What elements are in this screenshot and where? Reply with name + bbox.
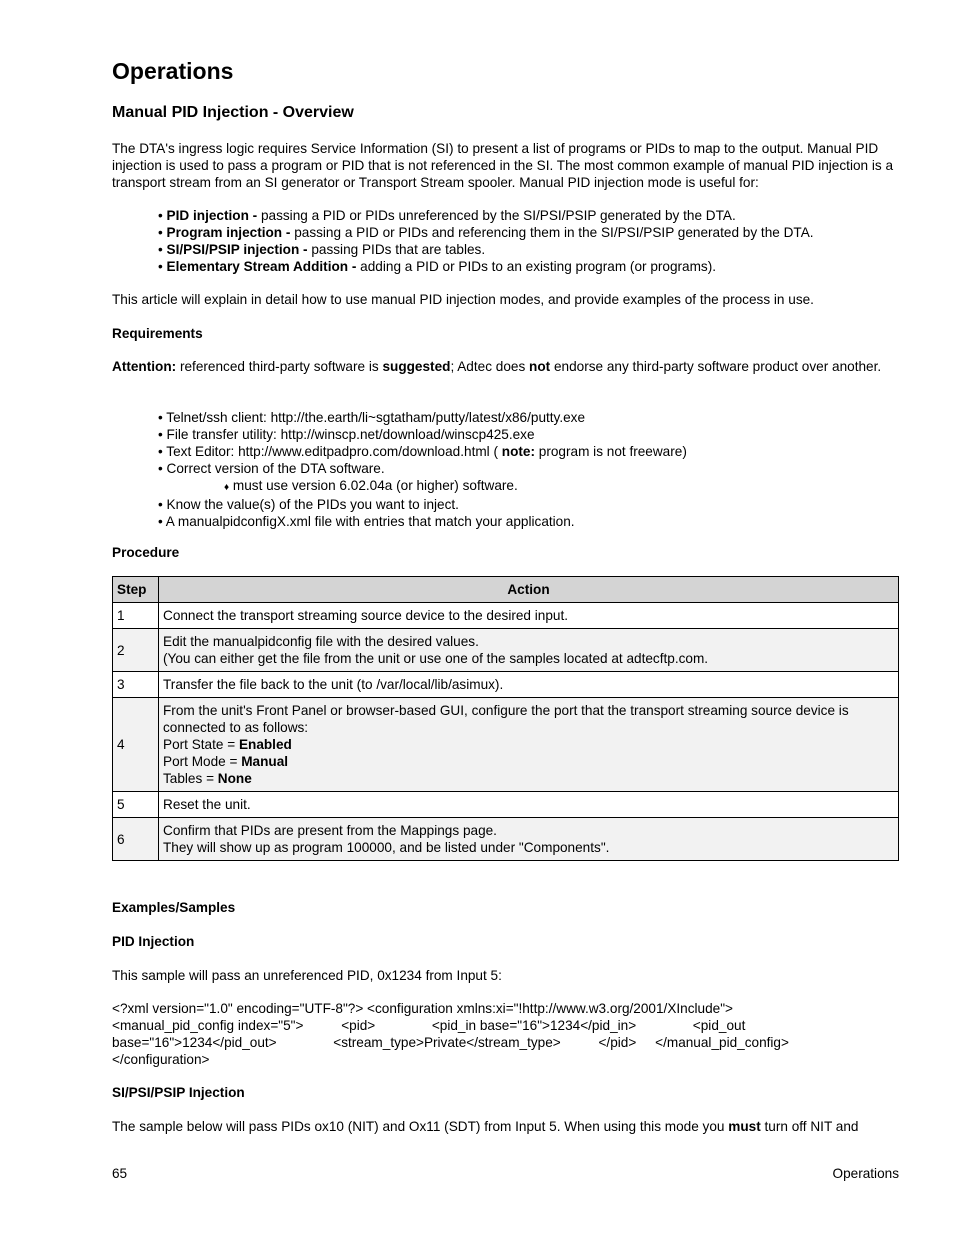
list-item: • Correct version of the DTA software. — [158, 461, 385, 476]
action-cell: Transfer the file back to the unit (to /var/local/lib/asimux). — [159, 672, 899, 698]
list-item: • Know the value(s) of the PIDs you want to inject. — [158, 497, 459, 512]
xml-line: </configuration> — [112, 1052, 210, 1067]
page-number: 65 — [112, 1166, 128, 1181]
procedure-heading: Procedure — [112, 545, 180, 560]
diamond-bullet-icon: ♦ — [224, 482, 230, 493]
step-cell: 3 — [113, 672, 159, 698]
table-row — [113, 698, 899, 792]
page-footer — [112, 1165, 899, 1182]
table-header-row — [113, 577, 899, 603]
pid-injection-heading: PID Injection — [112, 934, 195, 949]
step-cell: 2 — [113, 629, 159, 672]
list-item: • PID injection - passing a PID or PIDs unreferenced by the SI/PSI/PSIP generated by the DTA. — [158, 208, 736, 223]
list-item: • A manualpidconfigX.xml file with entries that match your application. — [158, 514, 575, 529]
list-item: • Program injection - passing a PID or PIDs and referencing them in the SI/PSI/PSIP generated by the DTA. — [158, 225, 814, 240]
section-title: Manual PID Injection - Overview — [112, 104, 354, 121]
table-row — [113, 792, 899, 818]
list-item: • Text Editor: http://www.editpadpro.com/download.html ( note: program is not freeware) — [158, 444, 687, 459]
page-title: Operations — [112, 58, 234, 84]
table-row — [113, 629, 899, 672]
xml-line: <?xml version="1.0" encoding="UTF-8"?> <configuration xmlns:xi="!http://www.w3.org/2001/XInclude"> — [112, 1001, 733, 1016]
pid-injection-text: This sample will pass an unreferenced PID, 0x1234 from Input 5: — [112, 968, 502, 983]
list-item: • File transfer utility: http://winscp.net/download/winscp425.exe — [158, 427, 535, 442]
xml-sample — [112, 1000, 899, 1068]
si-injection-text: The sample below will pass PIDs ox10 (NIT) and Ox11 (SDT) from Input 5. When using this mode you must turn off NIT and — [112, 1119, 859, 1134]
step-cell: 1 — [113, 603, 159, 629]
requirements-heading: Requirements — [112, 326, 203, 341]
article-note: This article will explain in detail how to use manual PID injection modes, and provide examples of the process in use. — [112, 292, 814, 307]
action-cell: Reset the unit. — [159, 792, 899, 818]
action-cell: Edit the manualpidconfig file with the desired values. (You can either get the file from the unit or use one of the samples located at adtecftp.com. — [159, 629, 899, 672]
examples-heading: Examples/Samples — [112, 900, 236, 915]
table-row — [113, 672, 899, 698]
intro-paragraph: The DTA's ingress logic requires Service Information (SI) to present a list of programs or PIDs to map to the output. Manual PID injection is used to pass a program or PID that is not referenced in the SI. The most common example of manual PID injection is a transport stream from an SI generator or Transport Stream spooler. Manual PID injection mode is useful for: — [112, 141, 894, 190]
si-injection-heading: SI/PSI/PSIP Injection — [112, 1085, 245, 1100]
xml-line: <manual_pid_config index="5"> <pid> <pid_in base="16">1234</pid_in> <pid_out — [112, 1018, 746, 1033]
list-item: • SI/PSI/PSIP injection - passing PIDs that are tables. — [158, 242, 486, 257]
list-item: • Telnet/ssh client: http://the.earth/li~sgtatham/putty/latest/x86/putty.exe — [158, 410, 586, 425]
action-cell: From the unit's Front Panel or browser-based GUI, configure the port that the transport streaming source device is connected to as follows: Port State = Enabled Port Mode = Manual Tables = None — [159, 698, 899, 792]
list-item: ♦ must use version 6.02.04a (or higher) software. — [224, 478, 518, 493]
column-header-action: Action — [159, 577, 899, 603]
step-cell: 4 — [113, 698, 159, 792]
attention-paragraph: Attention: referenced third-party software is suggested; Adtec does not endorse any third-party software product over another. — [112, 359, 882, 374]
column-header-step: Step — [113, 577, 159, 603]
step-cell: 6 — [113, 818, 159, 861]
procedure-table — [112, 576, 899, 861]
uses-list — [112, 207, 899, 275]
xml-line: base="16">1234</pid_out> <stream_type>Private</stream_type> </pid> </manual_pid_config> — [112, 1035, 789, 1050]
requirements-list — [112, 409, 899, 530]
table-row — [113, 818, 899, 861]
step-cell: 5 — [113, 792, 159, 818]
list-item: • Elementary Stream Addition - adding a PID or PIDs to an existing program (or programs). — [158, 259, 717, 274]
action-cell: Connect the transport streaming source device to the desired input. — [159, 603, 899, 629]
table-row — [113, 603, 899, 629]
footer-section: Operations — [832, 1166, 899, 1181]
action-cell: Confirm that PIDs are present from the Mappings page. They will show up as program 100000, and be listed under "Components". — [159, 818, 899, 861]
